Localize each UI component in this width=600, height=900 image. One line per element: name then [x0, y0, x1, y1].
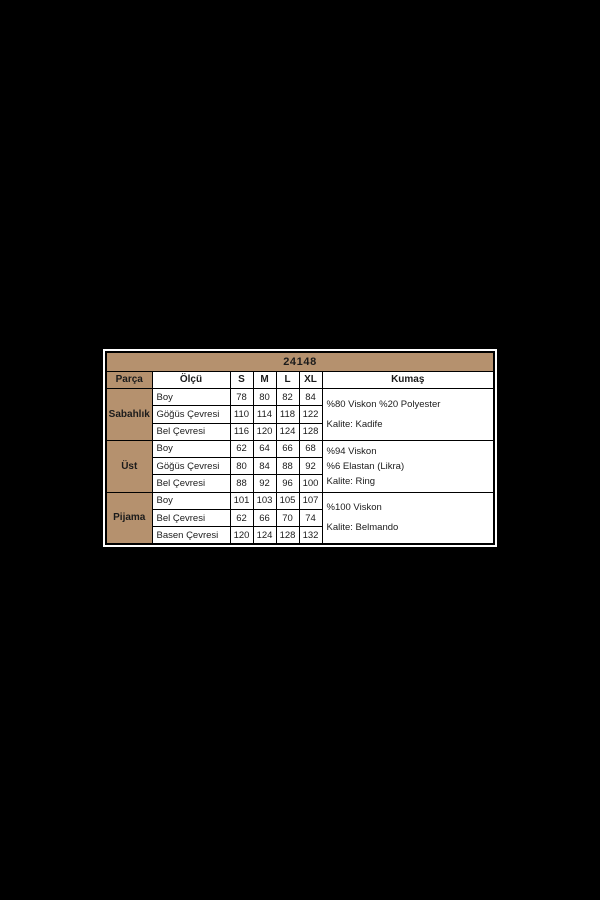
size-value: 110 [230, 406, 253, 423]
fabric-line: %80 Viskon %20 Polyester [326, 399, 441, 411]
size-value: 78 [230, 389, 253, 406]
size-value: 100 [299, 475, 322, 492]
size-value: 66 [276, 440, 299, 457]
fabric-info-pijama [322, 492, 494, 544]
fabric-line: Kalite: Ring [326, 475, 376, 487]
fabric-line: %100 Viskon [326, 502, 382, 514]
size-value: 62 [230, 440, 253, 457]
measure-label: Bel Çevresi [152, 509, 230, 526]
column-header-xl: XL [299, 371, 322, 388]
size-chart-table [105, 351, 495, 545]
table-row [106, 389, 494, 406]
size-value: 80 [253, 389, 276, 406]
measure-label: Basen Çevresi [152, 527, 230, 544]
size-value: 124 [253, 527, 276, 544]
measure-label: Boy [152, 440, 230, 457]
measure-label: Boy [152, 389, 230, 406]
size-value: 82 [276, 389, 299, 406]
size-value: 132 [299, 527, 322, 544]
product-code: 24148 [106, 352, 494, 371]
group-label-sabahlik: Sabahlık [106, 389, 152, 441]
column-header-l: L [276, 371, 299, 388]
size-value: 120 [230, 527, 253, 544]
size-value: 120 [253, 423, 276, 440]
fabric-info-sabahlik [322, 389, 494, 441]
size-value: 88 [230, 475, 253, 492]
size-value: 107 [299, 492, 322, 509]
size-value: 64 [253, 440, 276, 457]
table-row [106, 492, 494, 509]
measure-label: Bel Çevresi [152, 423, 230, 440]
group-label-pijama: Pijama [106, 492, 152, 544]
column-header-parca: Parça [106, 371, 152, 388]
size-value: 116 [230, 423, 253, 440]
size-value: 70 [276, 509, 299, 526]
fabric-line: Kalite: Belmando [326, 522, 399, 534]
size-value: 66 [253, 509, 276, 526]
measure-label: Göğüs Çevresi [152, 458, 230, 475]
column-header-m: M [253, 371, 276, 388]
group-label-ust: Üst [106, 440, 152, 492]
size-value: 128 [299, 423, 322, 440]
measure-label: Bel Çevresi [152, 475, 230, 492]
size-value: 74 [299, 509, 322, 526]
size-value: 122 [299, 406, 322, 423]
size-value: 92 [299, 458, 322, 475]
column-header-s: S [230, 371, 253, 388]
size-value: 101 [230, 492, 253, 509]
size-value: 124 [276, 423, 299, 440]
measure-label: Göğüs Çevresi [152, 406, 230, 423]
fabric-line: Kalite: Kadife [326, 418, 383, 430]
size-value: 68 [299, 440, 322, 457]
size-value: 62 [230, 509, 253, 526]
size-value: 118 [276, 406, 299, 423]
column-header-kumas: Kumaş [322, 371, 494, 388]
table-row [106, 440, 494, 457]
size-value: 96 [276, 475, 299, 492]
size-value: 92 [253, 475, 276, 492]
fabric-line: %94 Viskon [326, 446, 377, 457]
size-chart-card [103, 349, 497, 547]
size-value: 84 [253, 458, 276, 475]
size-value: 103 [253, 492, 276, 509]
fabric-info-ust [322, 440, 494, 492]
fabric-line: %6 Elastan (Likra) [326, 460, 405, 472]
size-value: 128 [276, 527, 299, 544]
measure-label: Boy [152, 492, 230, 509]
size-value: 84 [299, 389, 322, 406]
column-header-olcu: Ölçü [152, 371, 230, 388]
size-value: 88 [276, 458, 299, 475]
size-value: 80 [230, 458, 253, 475]
size-value: 114 [253, 406, 276, 423]
size-value: 105 [276, 492, 299, 509]
